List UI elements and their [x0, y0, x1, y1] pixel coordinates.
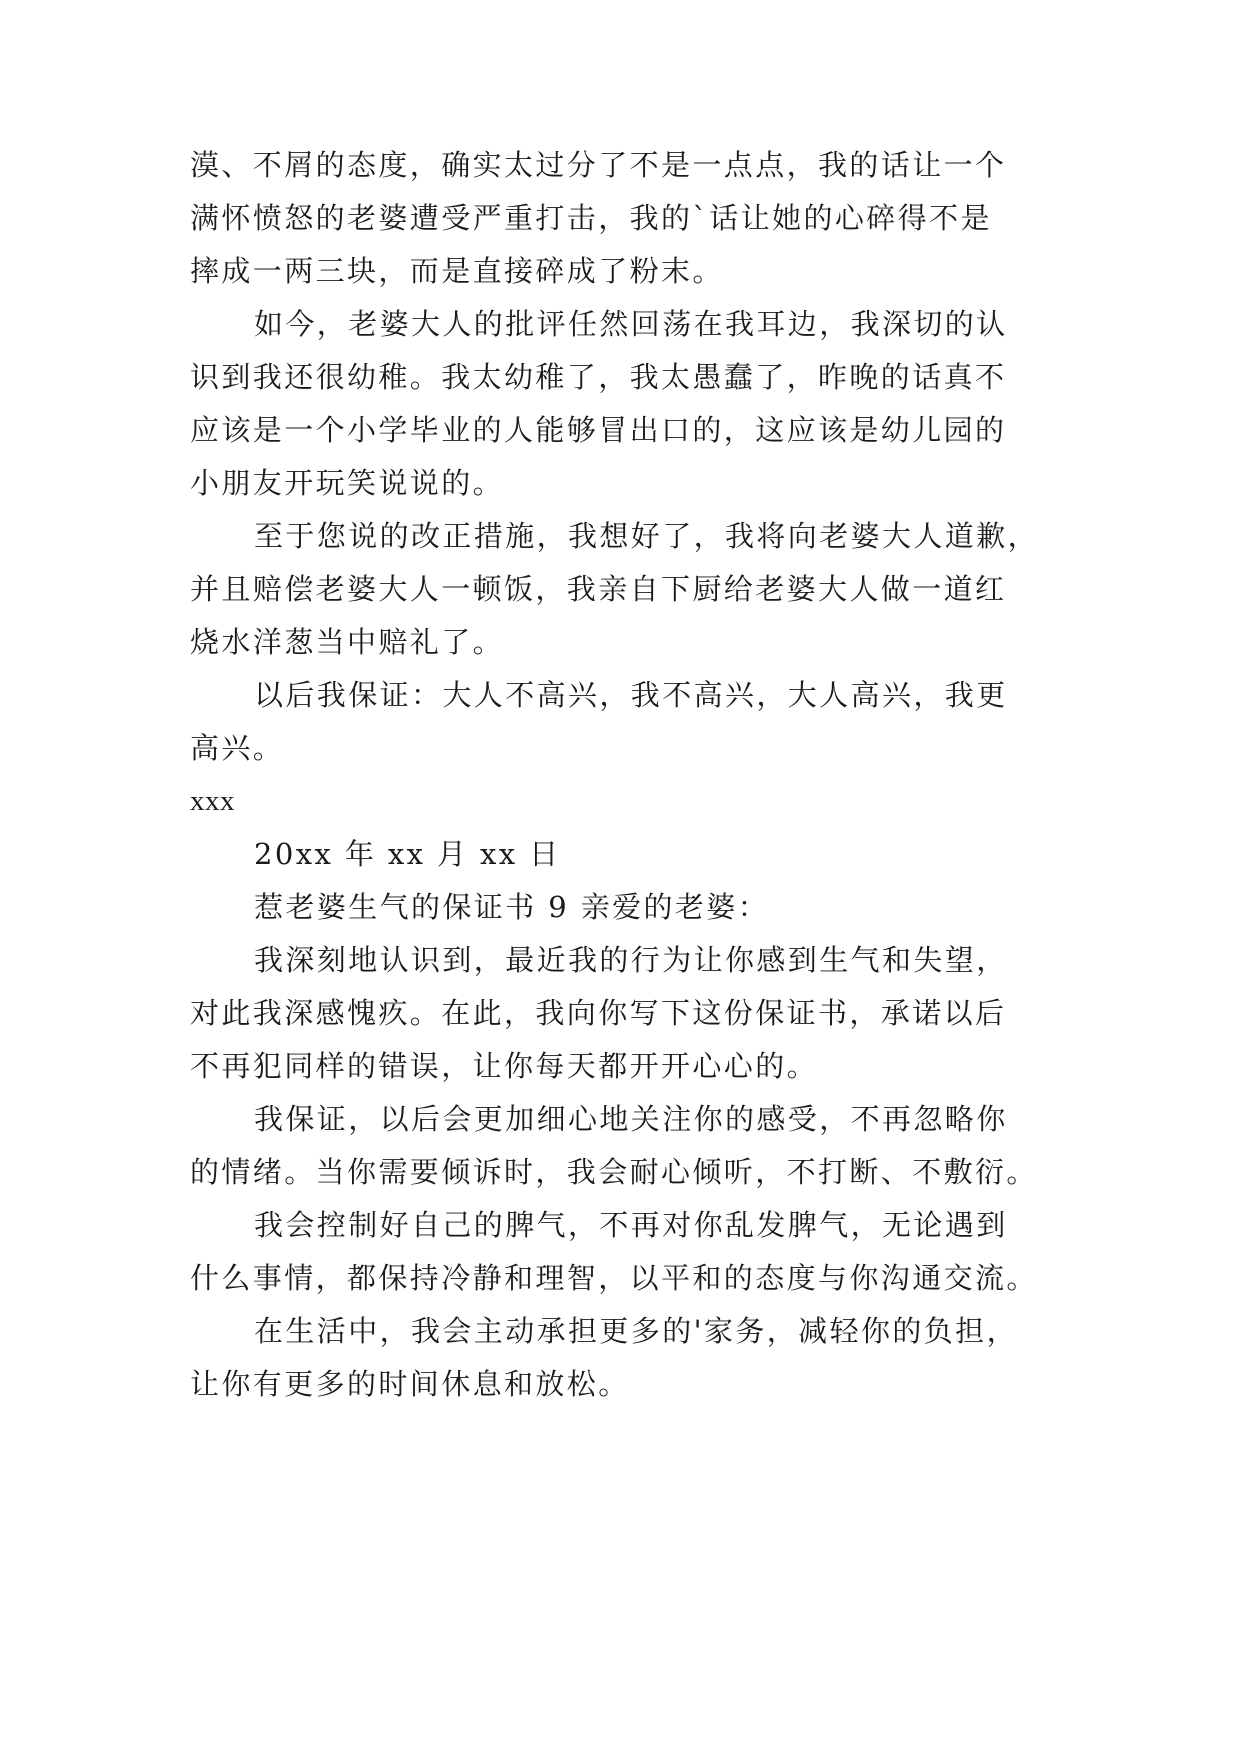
paragraph-start: 如今，老婆大人的批评任然回荡在我耳边，我深切的认	[254, 307, 1008, 341]
paragraph-start: 我深刻地认识到，最近我的行为让你感到生气和失望，	[254, 943, 1008, 977]
text-line: 什么事情，都保持冷静和理智，以平和的态度与你沟通交流。	[190, 1261, 1038, 1295]
text-line: 并且赔偿老婆大人一顿饭，我亲自下厨给老婆大人做一道红	[190, 572, 1007, 606]
paragraph-start: 我会控制好自己的脾气，不再对你乱发脾气，无论遇到	[254, 1208, 1008, 1242]
text-line: 小朋友开玩笑说说的。	[190, 466, 505, 500]
text-line: 漠、不屑的态度，确实太过分了不是一点点，我的话让一个	[190, 148, 1007, 182]
text-line: 高兴。	[190, 731, 285, 765]
text-line: 应该是一个小学毕业的人能够冒出口的，这应该是幼儿园的	[190, 413, 1007, 447]
signature: xxx	[190, 785, 235, 817]
paragraph-start: 我保证，以后会更加细心地关注你的感受，不再忽略你	[254, 1102, 1008, 1136]
text-line: 满怀愤怒的老婆遭受严重打击，我的`话让她的心碎得不是	[190, 201, 992, 235]
text-line: 不再犯同样的错误，让你每天都开开心心的。	[190, 1049, 819, 1083]
text-line: 识到我还很幼稚。我太幼稚了，我太愚蠢了，昨晚的话真不	[190, 360, 1007, 394]
text-line: 摔成一两三块，而是直接碎成了粉末。	[190, 254, 724, 288]
paragraph-start: 在生活中，我会主动承担更多的'家务，减轻你的负担，	[254, 1314, 1018, 1348]
text-line: 烧水洋葱当中赔礼了。	[190, 625, 505, 659]
paragraph-start: 以后我保证：大人不高兴，我不高兴，大人高兴，我更	[254, 678, 1008, 712]
text-line: 的情绪。当你需要倾诉时，我会耐心倾听，不打断、不敷衍。	[190, 1155, 1038, 1189]
date-line: 20xx 年 xx 月 xx 日	[254, 837, 561, 871]
paragraph-start: 至于您说的改正措施，我想好了，我将向老婆大人道歉，	[254, 519, 1040, 553]
text-line: 对此我深感愧疚。在此，我向你写下这份保证书，承诺以后	[190, 996, 1007, 1030]
section-heading: 惹老婆生气的保证书 9 亲爱的老婆：	[254, 890, 770, 924]
text-line: 让你有更多的时间休息和放松。	[190, 1367, 630, 1401]
